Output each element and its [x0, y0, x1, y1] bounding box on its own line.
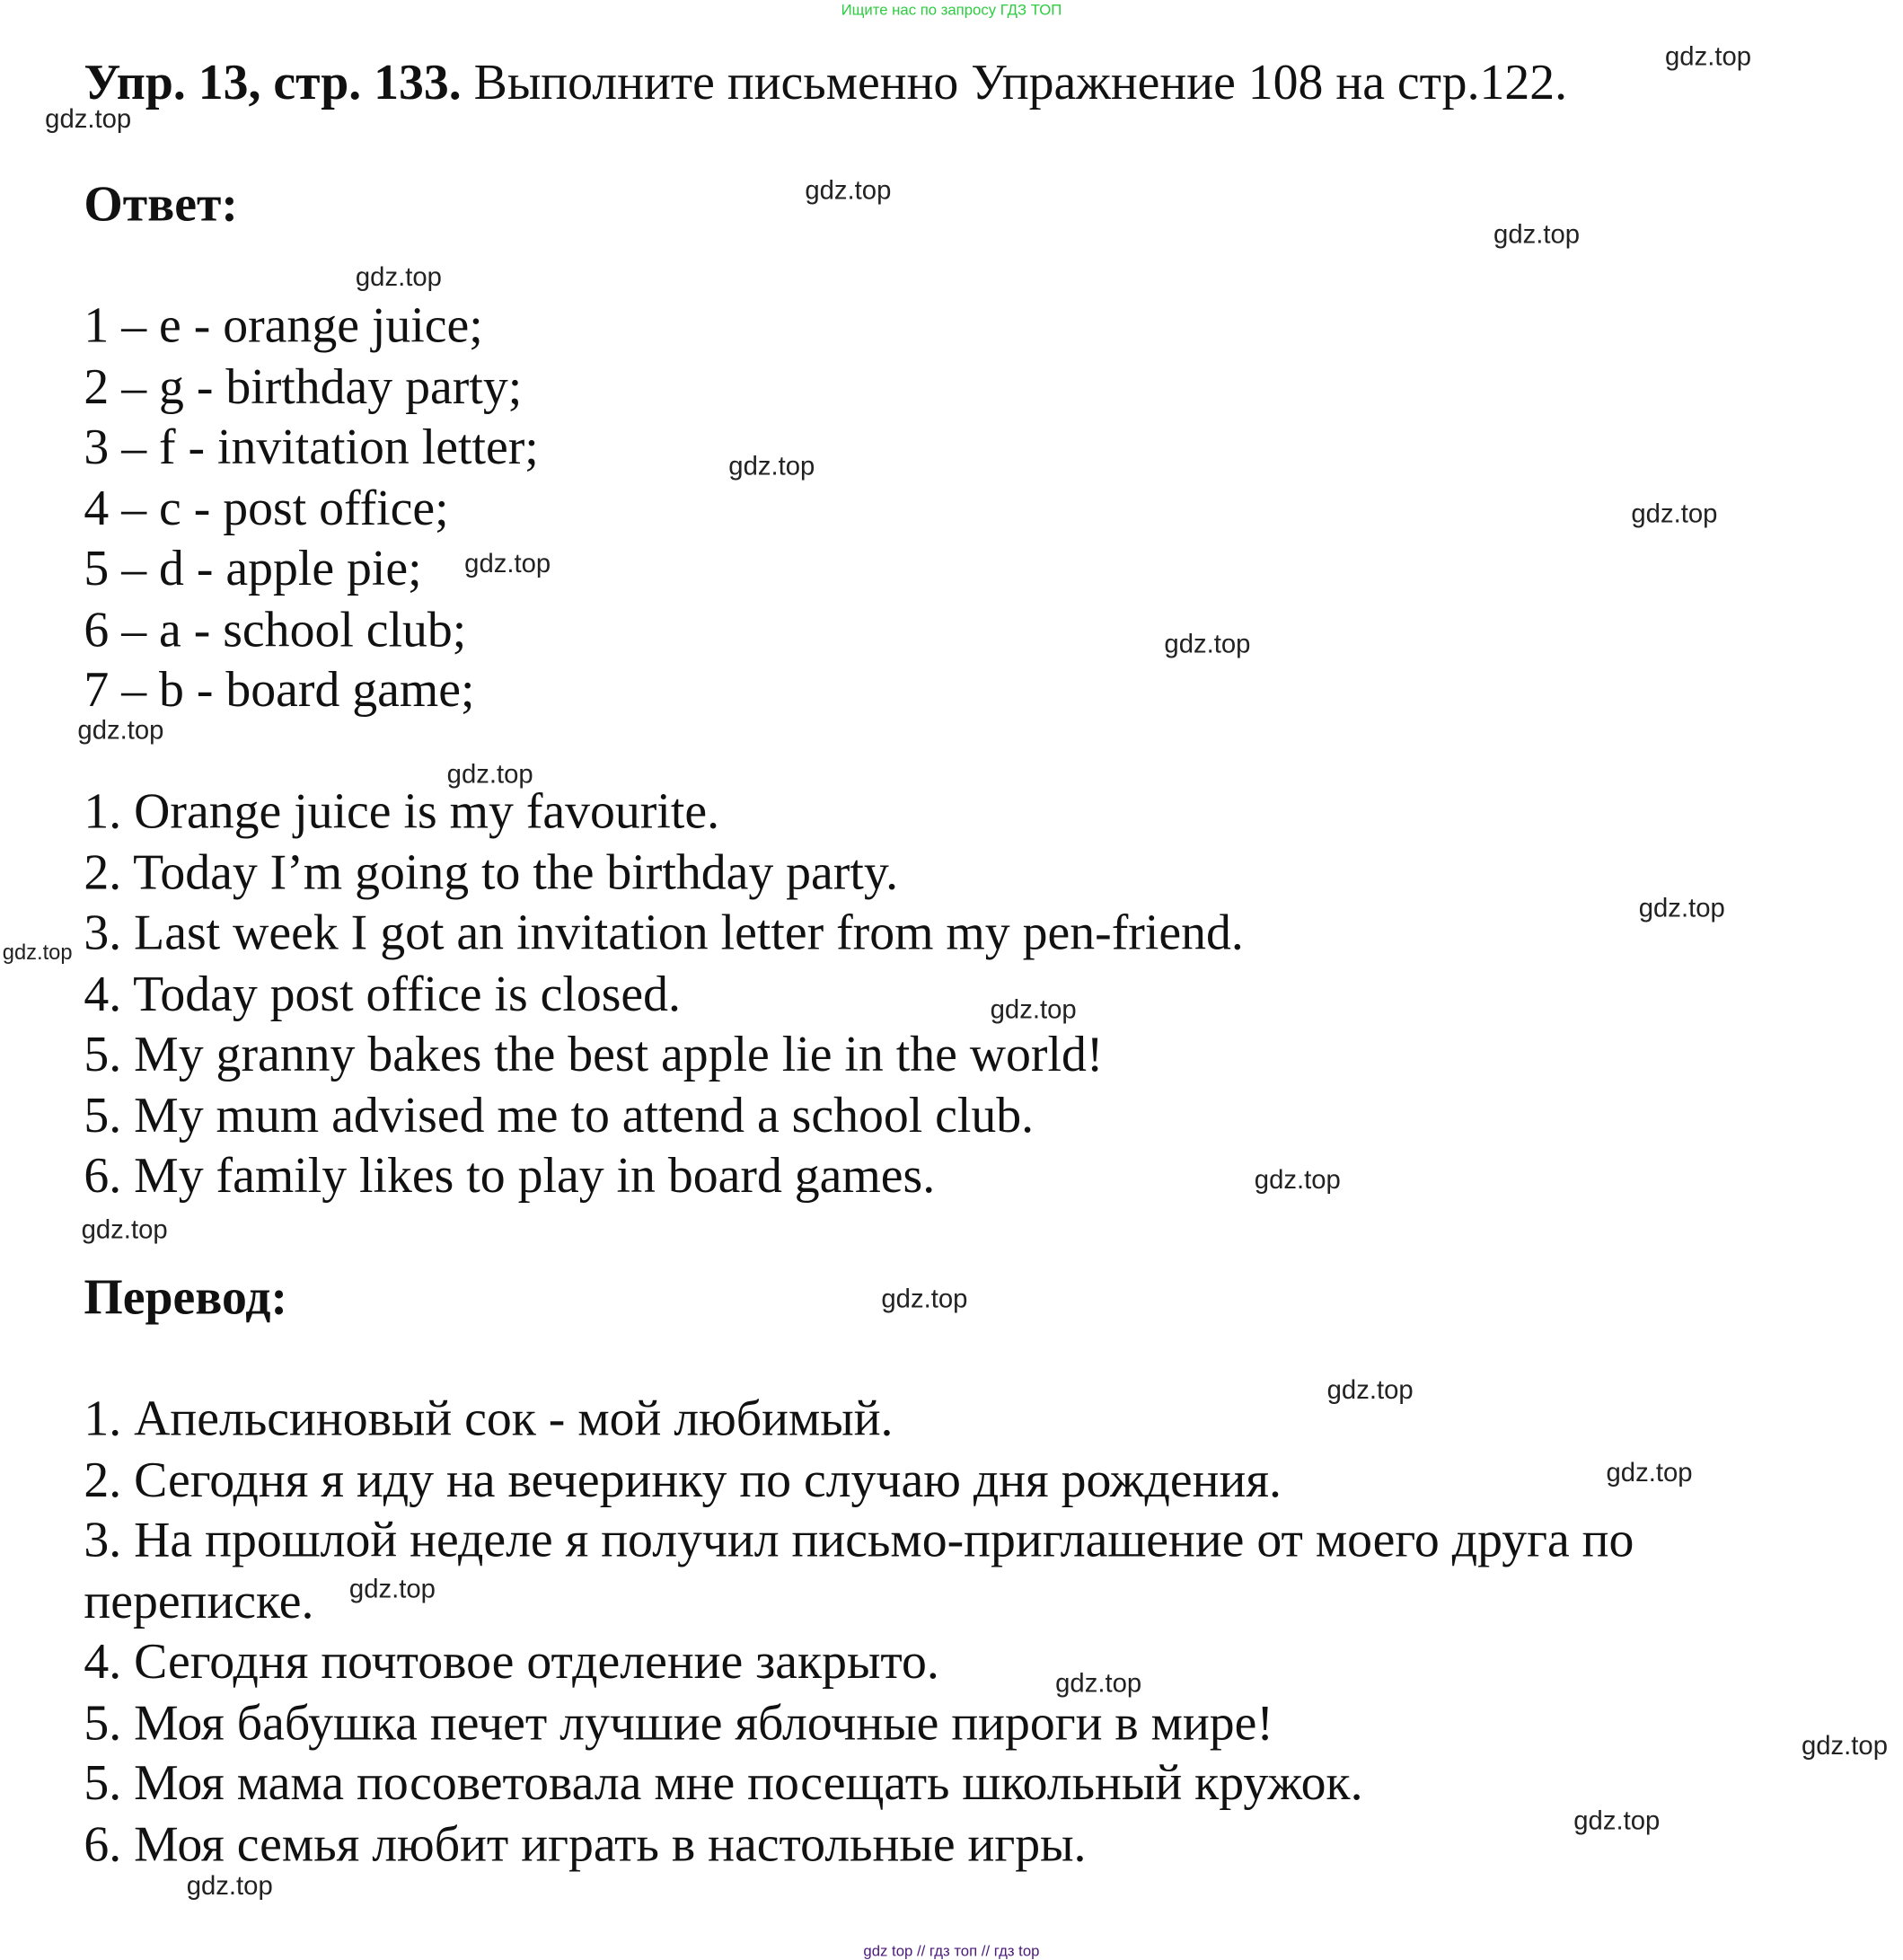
translation: 4. Сегодня почтовое отделение закрыто.	[84, 1632, 939, 1690]
watermark: gdz.top	[1573, 1806, 1661, 1836]
watermark: gdz.top	[77, 716, 164, 746]
watermark: gdz.top	[805, 176, 892, 206]
watermark: gdz.top	[1254, 1165, 1341, 1195]
sentence: 4. Today post office is closed.	[84, 965, 682, 1022]
sentence: 1. Orange juice is my favourite.	[84, 782, 720, 839]
sentence: 6. My family likes to play in board games.	[84, 1146, 936, 1204]
match-item: 6 – a - school club;	[84, 601, 467, 658]
match-item: 3 – f - invitation letter;	[84, 418, 539, 475]
translation: переписке.	[84, 1572, 314, 1629]
watermark: gdz.top	[728, 452, 815, 481]
match-item: 7 – b - board game;	[84, 661, 475, 718]
watermark: gdz.top	[1055, 1669, 1142, 1699]
exercise-title	[84, 53, 1568, 110]
watermark: gdz.top	[45, 105, 132, 135]
translation: 3. На прошлой неделе я получил письмо-приглашение от моего друга по	[84, 1511, 1634, 1568]
answer-heading: Ответ:	[84, 175, 238, 232]
watermark: gdz.top	[355, 262, 442, 292]
translation-heading: Перевод:	[84, 1268, 288, 1325]
translation: 1. Апельсиновый сок - мой любимый.	[84, 1390, 894, 1447]
watermark: gdz.top	[990, 995, 1077, 1025]
watermark: gdz.top	[81, 1215, 168, 1245]
watermark: gdz.top	[1801, 1731, 1888, 1761]
translation: 6. Моя семья любит играть в настольные игры.	[84, 1815, 1087, 1873]
sentence: 3. Last week I got an invitation letter from my pen-friend.	[84, 904, 1244, 961]
match-item: 1 – e - orange juice;	[84, 296, 483, 354]
match-item: 2 – g - birthday party;	[84, 358, 523, 415]
watermark: gdz.top	[1638, 894, 1725, 923]
watermark: gdz.top	[464, 549, 551, 579]
watermark: gdz.top	[348, 1575, 436, 1604]
watermark: gdz.top	[1665, 42, 1752, 72]
sentence: 5. My granny bakes the best apple lie in the world!	[84, 1025, 1104, 1082]
exercise-task: Выполните письменно Упражнение 108 на стр.122.	[461, 53, 1568, 110]
watermark: gdz.top	[1326, 1376, 1414, 1406]
sentence: 5. My mum advised me to attend a school club.	[84, 1086, 1035, 1143]
exercise-number: Упр. 13, стр. 133.	[84, 53, 462, 110]
watermark: gdz.top	[446, 760, 533, 790]
watermark: gdz.top	[1164, 630, 1251, 659]
sentence: 2. Today I’m going to the birthday party.	[84, 843, 899, 901]
watermark: gdz.top	[1493, 220, 1581, 250]
translation: 5. Моя мама посоветовала мне посещать школьный кружок.	[84, 1753, 1363, 1811]
translation: 5. Моя бабушка печет лучшие яблочные пироги в мире!	[84, 1694, 1274, 1751]
watermark: gdz.top	[881, 1285, 968, 1314]
watermark: gdz.top	[1606, 1459, 1693, 1488]
match-item: 5 – d - apple pie;	[84, 539, 422, 596]
watermark: gdz.top	[1631, 499, 1718, 529]
watermark: gdz.top	[2, 940, 73, 965]
translation: 2. Сегодня я иду на вечеринку по случаю дня рождения.	[84, 1451, 1282, 1508]
match-item: 4 – c - post office;	[84, 479, 449, 536]
bottom-banner: gdz top // гдз топ // гдз top	[863, 1942, 1040, 1960]
watermark: gdz.top	[186, 1872, 273, 1902]
top-banner: Ищите нас по запросу ГДЗ ТОП	[841, 1, 1062, 19]
